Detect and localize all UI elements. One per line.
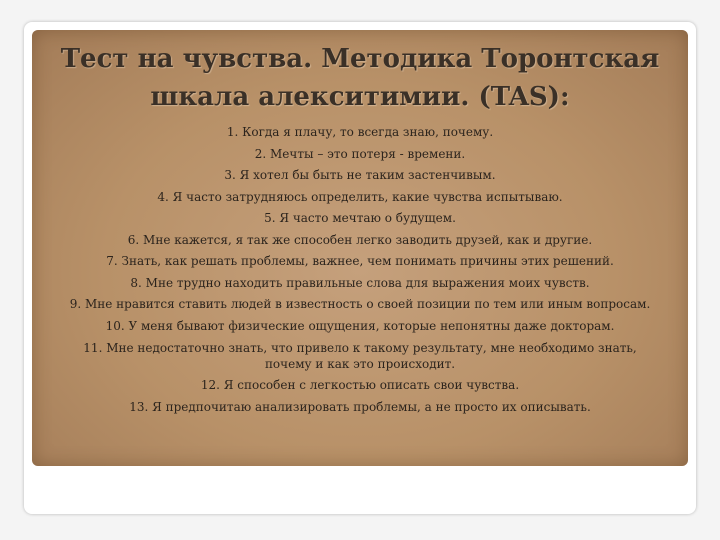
question-item-7: 7. Знать, как решать проблемы, важнее, чем понимать причины этих решений. <box>106 254 614 268</box>
question-item-11 <box>32 337 688 375</box>
question-item-6: 6. Мне кажется, я так же способен легко заводить друзей, как и другие. <box>127 232 593 247</box>
question-item-9: 9. Мне нравится ставить людей в известность о своей позиции по тем или иным вопросам. <box>69 297 651 311</box>
question-item-11-line-2: почему и как это происходит. <box>264 357 456 371</box>
question-item-8: 8. Мне трудно находить правильные слова для выражения моих чувств. <box>130 275 590 290</box>
question-item-3: 3. Я хотел бы быть не таким застенчивым. <box>224 168 496 182</box>
content-panel <box>32 30 688 466</box>
question-item-4: 4. Я часто затрудняюсь определить, какие чувства испытываю. <box>157 189 563 204</box>
question-list <box>32 122 688 418</box>
question-item-10: 10. У меня бывают физические ощущения, которые непонятны даже докторам. <box>105 318 615 333</box>
slide-frame <box>24 22 696 514</box>
title-line-2: шкала алекситимии. (TAS): <box>150 82 570 112</box>
title-line-1: Тест на чувства. Методика Торонтская <box>60 44 660 74</box>
question-item-12: 12. Я способен с легкостью описать свои чувства. <box>200 378 520 392</box>
question-item-1: 1. Когда я плачу, то всегда знаю, почему. <box>226 125 494 139</box>
question-item-13: 13. Я предпочитаю анализировать проблемы, а не просто их описывать. <box>129 399 591 414</box>
slide-title <box>32 40 688 116</box>
question-item-11-line-1: 11. Мне недостаточно знать, что привело к такому результату, мне необходимо знать, <box>83 341 637 355</box>
question-item-2: 2. Мечты – это потеря - времени. <box>254 146 466 161</box>
question-item-5: 5. Я часто мечтаю о будущем. <box>264 211 456 225</box>
